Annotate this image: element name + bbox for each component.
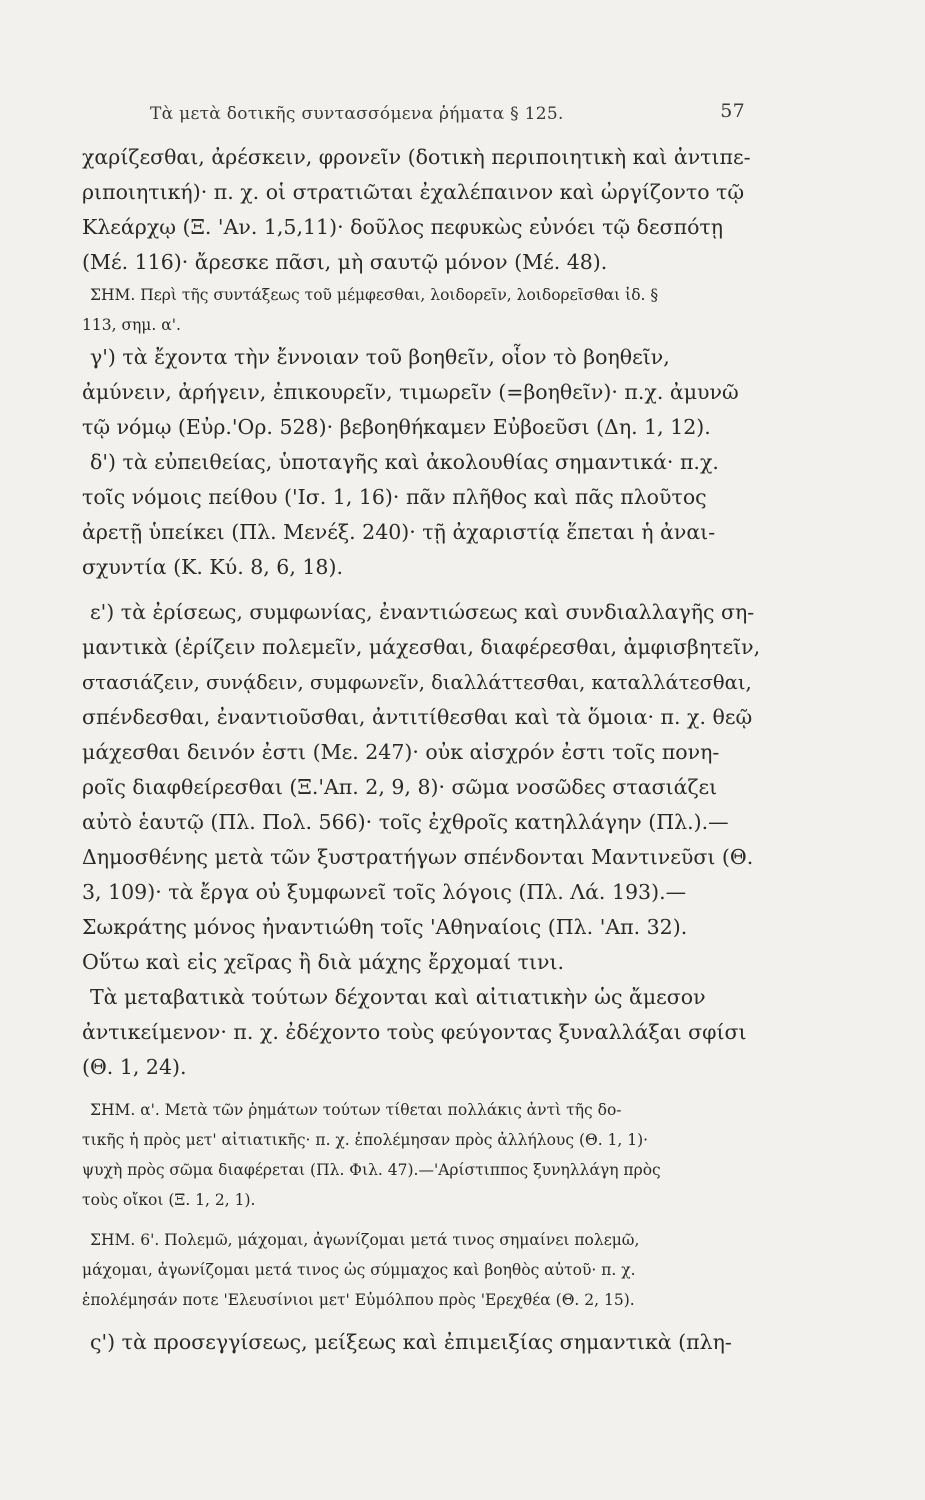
text-line: (Μέ. 116)· ἄρεσκε πᾶσι, μὴ σαυτῷ μόνον (Μέ. 48).: [82, 250, 608, 274]
text-line: Τὰ μεταβατικὰ τούτων δέχονται καὶ αἰτιατικὴν ὡς ἄμεσον: [90, 985, 706, 1009]
text-line: μάχεσθαι δεινόν ἐστι (Με. 247)· οὐκ αἰσχρόν ἐστι τοῖς πονη-: [82, 740, 720, 764]
text-line: ἀρετῇ ὑπείκει (Πλ. Μενέξ. 240)· τῇ ἀχαριστίᾳ ἕπεται ἡ ἀναι-: [82, 520, 716, 544]
text-line: 3, 109)· τὰ ἔργα οὐ ξυμφωνεῖ τοῖς λόγοις (Πλ. Λά. 193).—: [82, 880, 687, 904]
note-line: ΣΗΜ. 6'. Πολεμῶ, μάχομαι, ἀγωνίζομαι μετά τινος σημαίνει πολεμῶ,: [90, 1231, 640, 1249]
text-line: μαντικὰ (ἐρίζειν πολεμεῖν, μάχεσθαι, διαφέρεσθαι, ἀμφισβητεῖν,: [82, 635, 761, 659]
page-number: 57: [720, 100, 745, 122]
text-line: τῷ νόμῳ (Εὐρ.'Ορ. 528)· βεβοηθήκαμεν Εὐβοεῦσι (Δη. 1, 12).: [82, 415, 711, 439]
text-line: χαρίζεσθαι, ἀρέσκειν, φρονεῖν (δοτικὴ περιποιητικὴ καὶ ἀντιπε-: [82, 145, 751, 169]
note-line: ψυχὴ πρὸς σῶμα διαφέρεται (Πλ. Φιλ. 47).—'Αρίστιππος ξυνηλλάγη πρὸς: [82, 1161, 661, 1179]
text-line: ἀμύνειν, ἀρήγειν, ἐπικουρεῖν, τιμωρεῖν (=βοηθεῖν)· π.χ. ἀμυνῶ: [82, 380, 739, 404]
text-line: Δημοσθένης μετὰ τῶν ξυστρατήγων σπένδονται Μαντινεῦσι (Θ.: [82, 845, 754, 869]
note-line: ΣΗΜ. Περὶ τῆς συντάξεως τοῦ μέμφεσθαι, λοιδορεῖν, λοιδορεῖσθαι ἰδ. §: [90, 286, 659, 304]
text-line: Οὕτω καὶ εἰς χεῖρας ἢ διὰ μάχης ἔρχομαί τινι.: [82, 950, 565, 974]
note-line: μάχομαι, ἀγωνίζομαι μετά τινος ὡς σύμμαχος καὶ βοηθὸς αὐτοῦ· π. χ.: [82, 1261, 636, 1279]
text-line: ς') τὰ προσεγγίσεως, μείξεως καὶ ἐπιμειξίας σημαντικὰ (πλη-: [90, 1330, 732, 1354]
text-line: σπένδεσθαι, ἐναντιοῦσθαι, ἀντιτίθεσθαι καὶ τὰ ὅμοια· π. χ. θεῷ: [82, 705, 753, 729]
text-line: σχυντία (Κ. Κύ. 8, 6, 18).: [82, 555, 343, 579]
running-title: Τὰ μετὰ δοτικῆς συντασσόμενα ῥήματα § 125.: [150, 104, 564, 124]
note-line: ἐπολέμησάν ποτε 'Ελευσίνιοι μετ' Εὐμόλπου πρὸς 'Ερεχθέα (Θ. 2, 15).: [82, 1291, 635, 1309]
text-line: ε') τὰ ἐρίσεως, συμφωνίας, ἐναντιώσεως καὶ συνδιαλλαγῆς ση-: [90, 600, 755, 624]
note-line: ΣΗΜ. α'. Μετὰ τῶν ῥημάτων τούτων τίθεται πολλάκις ἀντὶ τῆς δο-: [90, 1101, 622, 1119]
text-line: ἀντικείμενον· π. χ. ἐδέχοντο τοὺς φεύγοντας ξυναλλάξαι σφίσι: [82, 1020, 747, 1044]
text-line: δ') τὰ εὐπειθείας, ὑποταγῆς καὶ ἀκολουθίας σημαντικά· π.χ.: [90, 450, 719, 474]
note-line: τοὺς οἴκοι (Ξ. 1, 2, 1).: [82, 1191, 256, 1209]
note-line: 113, σημ. α'.: [82, 316, 181, 334]
text-line: Κλεάρχῳ (Ξ. 'Αν. 1,5,11)· δοῦλος πεφυκὼς εὐνόει τῷ δεσπότῃ: [82, 215, 724, 239]
running-header: [150, 100, 745, 124]
text-line: ροῖς διαφθείρεσθαι (Ξ.'Απ. 2, 9, 8)· σῶμα νοσῶδες στασιάζει: [82, 775, 718, 799]
text-line: ριποιητική)· π. χ. οἱ στρατιῶται ἐχαλέπαινον καὶ ὠργίζοντο τῷ: [82, 180, 745, 204]
text-line: στασιάζειν, συνᾴδειν, συμφωνεῖν, διαλλάττεσθαι, καταλλάτεσθαι,: [82, 671, 752, 694]
text-line: Σωκράτης μόνος ἠναντιώθη τοῖς 'Αθηναίοις (Πλ. 'Απ. 32).: [82, 915, 688, 939]
page-body: [82, 140, 762, 1360]
text-line: αὐτὸ ἑαυτῷ (Πλ. Πολ. 566)· τοῖς ἐχθροῖς κατηλλάγην (Πλ.).—: [82, 810, 729, 834]
note-line: τικῆς ἡ πρὸς μετ' αἰτιατικῆς· π. χ. ἐπολέμησαν πρὸς ἀλλήλους (Θ. 1, 1)·: [82, 1131, 649, 1149]
text-line: (Θ. 1, 24).: [82, 1055, 187, 1079]
text-line: γ') τὰ ἔχοντα τὴν ἔννοιαν τοῦ βοηθεῖν, οἷον τὸ βοηθεῖν,: [90, 345, 670, 369]
text-line: τοῖς νόμοις πείθου ('Ισ. 1, 16)· πᾶν πλῆθος καὶ πᾶς πλοῦτος: [82, 485, 707, 509]
